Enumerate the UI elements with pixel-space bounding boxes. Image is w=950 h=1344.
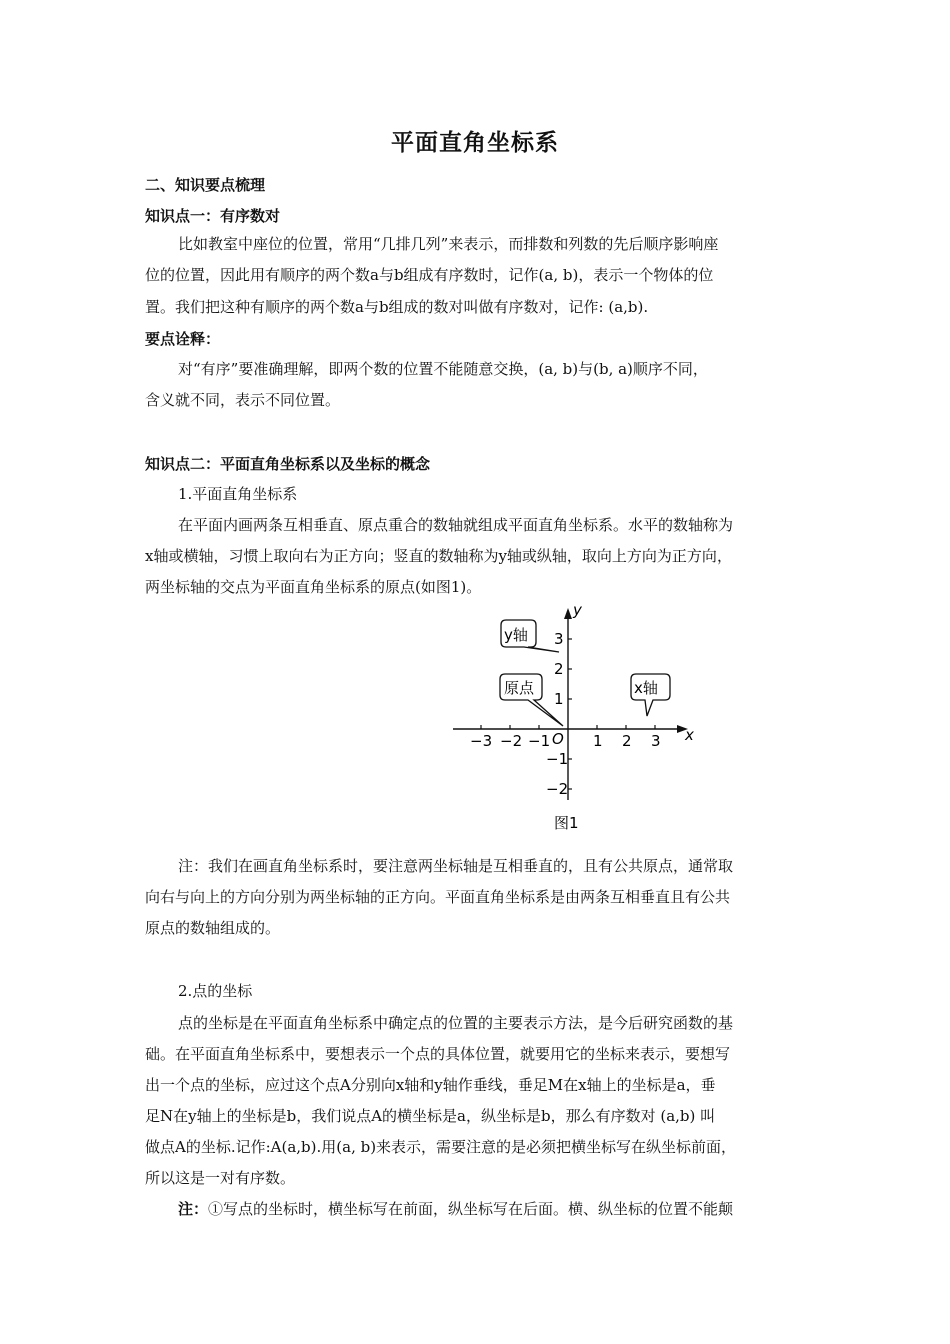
kp2-heading: 知识点二：平面直角坐标系以及坐标的概念 (145, 455, 431, 473)
kp2-para-line: 出一个点的坐标，应过这个点A分别向x轴和y轴作垂线，垂足M在x轴上的坐标是a，垂 (145, 1076, 716, 1094)
kp2-para-line: 点的坐标是在平面直角坐标系中确定点的位置的主要表示方法，是今后研究函数的基 (178, 1014, 734, 1032)
kp2-subheading: 2.点的坐标 (178, 982, 253, 1000)
x-axis-label: x (685, 726, 694, 744)
x-tick-label: 2 (622, 732, 632, 750)
x-tick-label: −3 (470, 732, 493, 750)
x-tick-label: 1 (593, 732, 603, 750)
kp1-line: 位的位置，因此用有顺序的两个数a与b组成有序数时，记作(a, b)，表示一个物体的位 (145, 266, 714, 284)
origin-callout-text: 原点 (504, 679, 535, 697)
x-tick-label: 3 (651, 732, 661, 750)
kp2-para-line: x轴或横轴，习惯上取向右为正方向；竖直的数轴称为y轴或纵轴，取向上方向为正方向， (145, 547, 732, 565)
kp2-para-line: 所以这是一对有序数。 (145, 1169, 296, 1187)
y-axis-callout-text: y轴 (504, 626, 528, 644)
kp2-para-line: 两坐标轴的交点为平面直角坐标系的原点(如图1)。 (145, 578, 482, 596)
y-tick-label: 1 (554, 690, 564, 708)
kp2-note-line: 原点的数轴组成的。 (145, 919, 281, 937)
x-axis-callout-text: x轴 (634, 679, 658, 697)
kp1-note-heading: 要点诠释： (145, 330, 221, 348)
kp2-note2 (178, 1199, 838, 1219)
y-axis-arrow (564, 608, 572, 619)
kp1-note-line: 对“有序”要准确理解，即两个数的位置不能随意交换，(a, b)与(b, a)顺序不同， (178, 360, 708, 378)
kp1-note-line: 含义就不同，表示不同位置。 (145, 391, 341, 409)
x-tick-label: −1 (528, 732, 551, 750)
kp1-line: 比如教室中座位的位置，常用“几排几列”来表示，而排数和列数的先后顺序影响座 (178, 235, 719, 253)
figure-caption: 图1 (554, 814, 579, 832)
kp2-subheading: 1.平面直角坐标系 (178, 485, 298, 503)
kp1-heading: 知识点一：有序数对 (145, 207, 281, 225)
kp2-note2-text: ①写点的坐标时，横坐标写在前面，纵坐标写在后面。横、纵坐标的位置不能颠 (208, 1200, 734, 1218)
section-heading: 二、知识要点梳理 (145, 176, 266, 194)
kp2-para-line: 做点A的坐标.记作:A(a,b).用(a, b)来表示，需要注意的是必须把横坐标写在纵坐标前面， (145, 1138, 737, 1156)
y-axis-label: y (573, 601, 582, 619)
y-tick-label: −1 (546, 750, 569, 768)
page-title: 平面直角坐标系 (391, 130, 559, 156)
kp2-note2-lead: 注： (178, 1200, 209, 1218)
coordinate-figure (448, 600, 708, 840)
x-tick-label: −2 (500, 732, 523, 750)
origin-label: O (552, 730, 564, 748)
kp2-note-line: 向右与向上的方向分别为两坐标轴的正方向。平面直角坐标系是由两条互相垂直且有公共 (145, 888, 731, 906)
y-tick-label: −2 (546, 780, 569, 798)
kp2-para-line: 在平面内画两条互相垂直、原点重合的数轴就组成平面直角坐标系。水平的数轴称为 (178, 516, 734, 534)
kp2-para-line: 足N在y轴上的坐标是b，我们说点A的横坐标是a，纵坐标是b，那么有序数对 (a,b) 叫 (145, 1107, 716, 1125)
kp2-note-line: 注：我们在画直角坐标系时，要注意两坐标轴是互相垂直的，且有公共原点，通常取 (178, 857, 734, 875)
kp1-line: 置。我们把这种有顺序的两个数a与b组成的数对叫做有序数对，记作: (a,b). (145, 298, 649, 316)
kp2-para-line: 础。在平面直角坐标系中，要想表示一个点的具体位置，就要用它的坐标来表示，要想写 (145, 1045, 731, 1063)
y-tick-label: 2 (554, 660, 564, 678)
y-tick-label: 3 (554, 630, 564, 648)
